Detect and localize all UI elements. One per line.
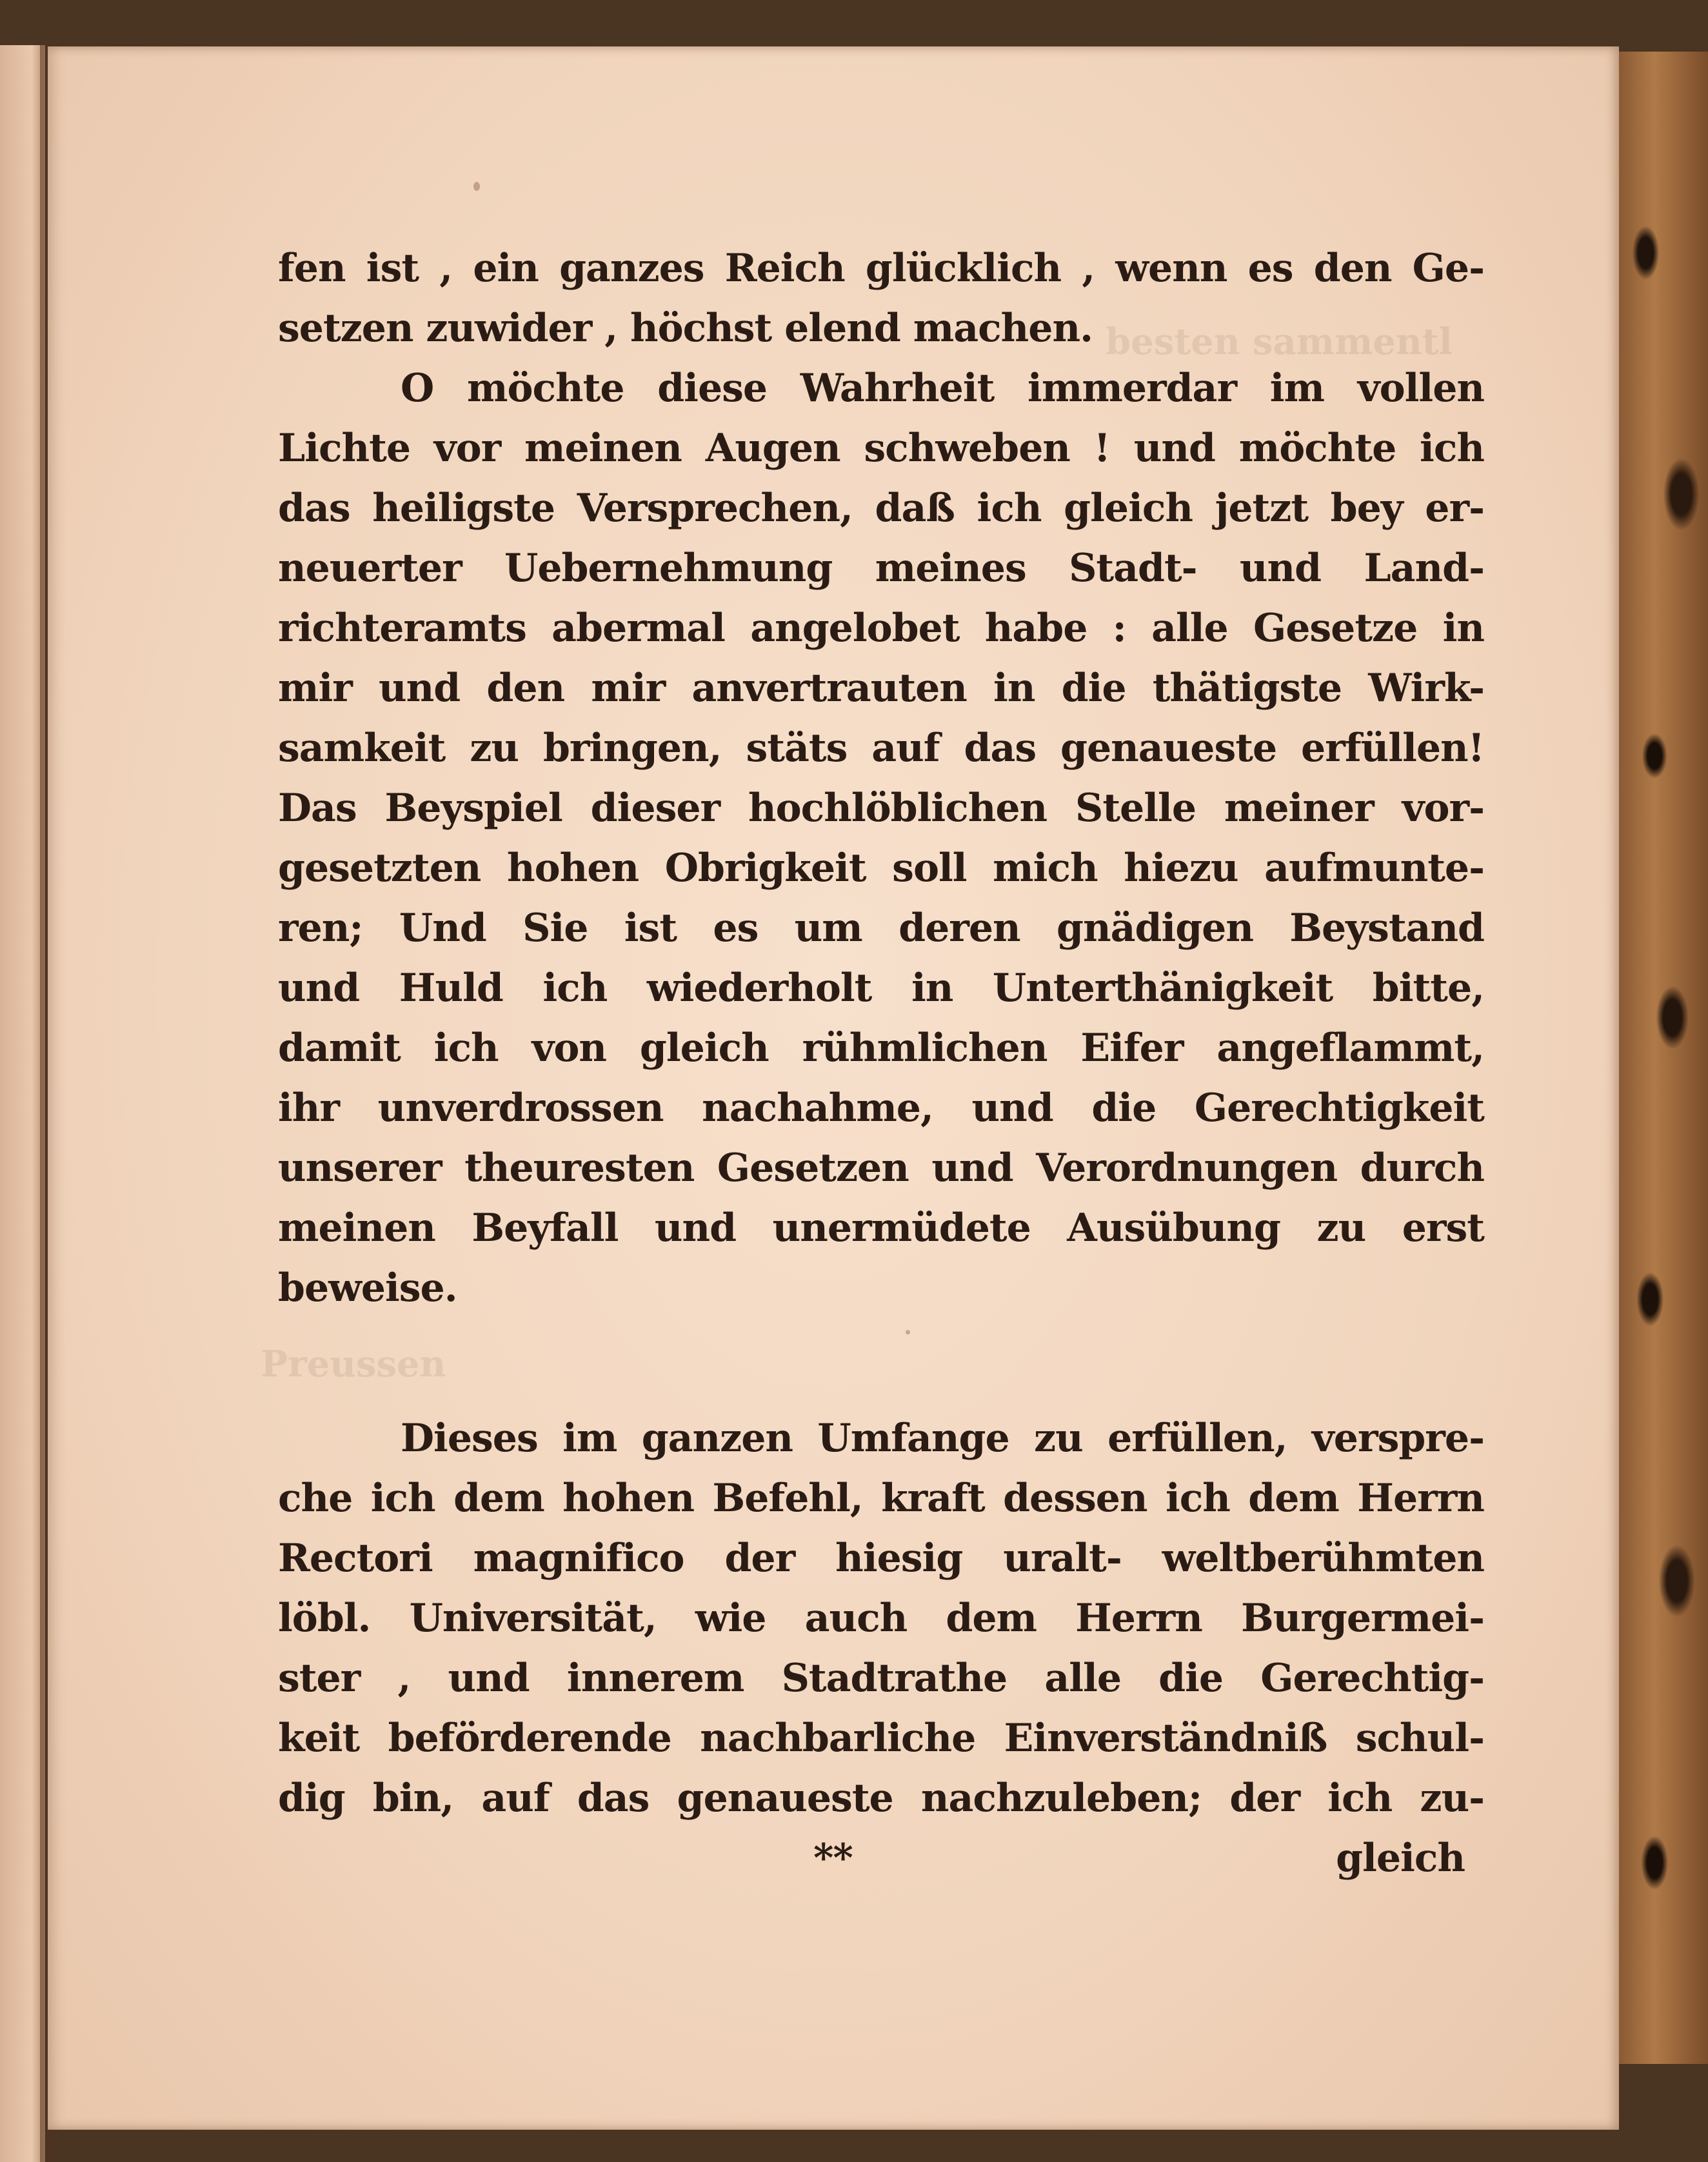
text-line: mir und den mir anvertrauten in die thätigste Wirk- <box>278 666 1484 711</box>
text-line: ren; Und Sie ist es um deren gnädigen Beystand <box>278 906 1484 951</box>
text-line: setzen zuwider , höchst elend machen. <box>278 306 1093 351</box>
signature-mark: ** <box>813 1836 853 1881</box>
text-line: che ich dem hohen Befehl, kraft dessen ich dem Herrn <box>278 1476 1484 1521</box>
paragraph-2 <box>278 1409 1484 1829</box>
text-line: damit ich von gleich rühmlichen Eifer angeflammt, <box>278 1026 1484 1071</box>
text-line: Das Beyspiel dieser hochlöblichen Stelle meiner vor- <box>278 786 1484 831</box>
show-through-text: Preussen <box>261 1343 446 1385</box>
text-line: gesetzten hohen Obrigkeit soll mich hiezu aufmunte- <box>278 846 1484 891</box>
text-line: neuerter Uebernehmung meines Stadt- und Land- <box>278 546 1484 591</box>
text-line: dig bin, auf das genaueste nachzuleben; der ich zu- <box>278 1776 1484 1821</box>
text-line: meinen Beyfall und unermüdete Ausübung zu erst <box>278 1205 1484 1251</box>
text-line: ihr unverdrossen nachahme, und die Gerechtigkeit <box>278 1086 1484 1131</box>
marbled-cover-board <box>1619 52 1708 2064</box>
book-page <box>48 46 1619 2130</box>
text-line: unserer theuresten Gesetzen und Verordnungen durch <box>278 1145 1484 1191</box>
page-footer-line <box>278 1829 1484 1889</box>
paper-speck <box>473 182 480 191</box>
text-line: Lichte vor meinen Augen schweben ! und möchte ich <box>278 426 1484 471</box>
text-line: das heiligste Versprechen, daß ich gleich jetzt bey er- <box>278 486 1484 531</box>
text-line: Dieses im ganzen Umfange zu erfüllen, verspre- <box>401 1416 1484 1461</box>
paragraph-1 <box>278 239 1484 1318</box>
body-text <box>278 239 1484 1889</box>
text-line: richteramts abermal angelobet habe : alle Gesetze in <box>278 606 1484 651</box>
text-line: und Huld ich wiederholt in Unterthänigkeit bitte, <box>278 966 1484 1011</box>
facing-page-edge <box>0 45 45 2162</box>
text-line: keit beförderende nachbarliche Einverständniß schul- <box>278 1716 1484 1761</box>
text-line: samkeit zu bringen, stäts auf das genaueste erfüllen! <box>278 726 1484 771</box>
text-line: ster , und innerem Stadtrathe alle die Gerechtig- <box>278 1656 1484 1701</box>
text-line: fen ist , ein ganzes Reich glücklich , wenn es den Ge- <box>278 246 1484 291</box>
text-line: löbl. Universität, wie auch dem Herrn Burgermei- <box>278 1596 1484 1641</box>
text-line: O möchte diese Wahrheit immerdar im vollen <box>401 366 1484 411</box>
paragraph-gap <box>278 1318 1484 1409</box>
text-line: Rectori magnifico der hiesig uralt- weltberühmten <box>278 1536 1484 1581</box>
show-through-text: besten sammentl <box>1106 321 1453 363</box>
catchword: gleich <box>1336 1836 1465 1881</box>
text-line: beweise. <box>278 1265 457 1311</box>
